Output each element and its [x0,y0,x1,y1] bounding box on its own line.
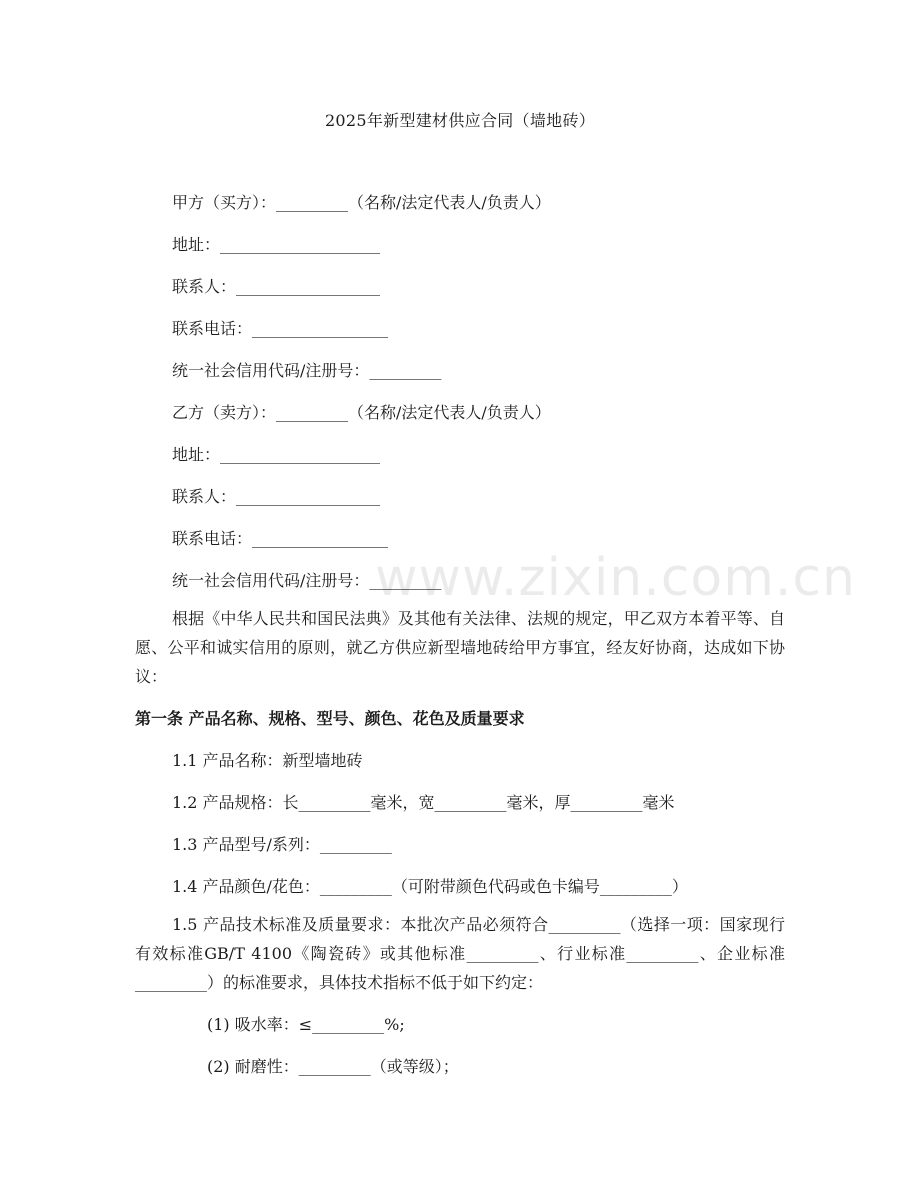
party-a-address: 地址：____________________ [172,235,381,254]
article1-item2: 1.2 产品规格：长_________毫米，宽_________毫米，厚_________毫米 [172,793,675,812]
preamble-paragraph: 根据《中华人民共和国民法典》及其他有关法律、法规的规定，甲乙双方本着平等、自愿、公平和诚实信用的原则，就乙方供应新型墙地砖给甲方事宜，经友好协商，达成如下协议： [135,609,785,686]
party-a-contact: 联系人：__________________ [172,277,381,296]
article1-sub2: (2) 耐磨性：_________（或等级）； [207,1057,459,1076]
watermark: www.zixin.com.cn [375,548,856,608]
article1-item5: 1.5 产品技术标准及质量要求：本批次产品必须符合_________（选择一项：国家现行有效标准GB/T 4100《陶瓷砖》或其他标准_________、行业标准_________、企业标准_________）的标准要求，具体技术指标不低于如下约定： [135,915,785,992]
party-a-name: 甲方（买方）：_________（名称/法定代表人/负责人） [172,193,551,212]
party-b-contact: 联系人：__________________ [172,487,381,506]
party-b-credit-code: 统一社会信用代码/注册号：_________ [172,571,442,590]
article1-item1: 1.1 产品名称：新型墙地砖 [172,751,363,770]
party-a-phone: 联系电话：_________________ [172,319,389,338]
document-title: 2025年新型建材供应合同（墙地砖） [324,111,596,130]
party-b-address: 地址：____________________ [172,445,381,464]
party-b-phone: 联系电话：_________________ [172,529,389,548]
article1-sub1: (1) 吸水率：≤_________%; [207,1015,405,1034]
party-a-credit-code: 统一社会信用代码/注册号：_________ [172,361,442,380]
party-b-name: 乙方（卖方）：_________（名称/法定代表人/负责人） [172,403,551,422]
article1-item3: 1.3 产品型号/系列：_________ [172,835,392,854]
article1-item4: 1.4 产品颜色/花色：_________（可附带颜色代码或色卡编号_________） [172,877,688,896]
article1-heading: 第一条 产品名称、规格、型号、颜色、花色及质量要求 [135,709,525,728]
